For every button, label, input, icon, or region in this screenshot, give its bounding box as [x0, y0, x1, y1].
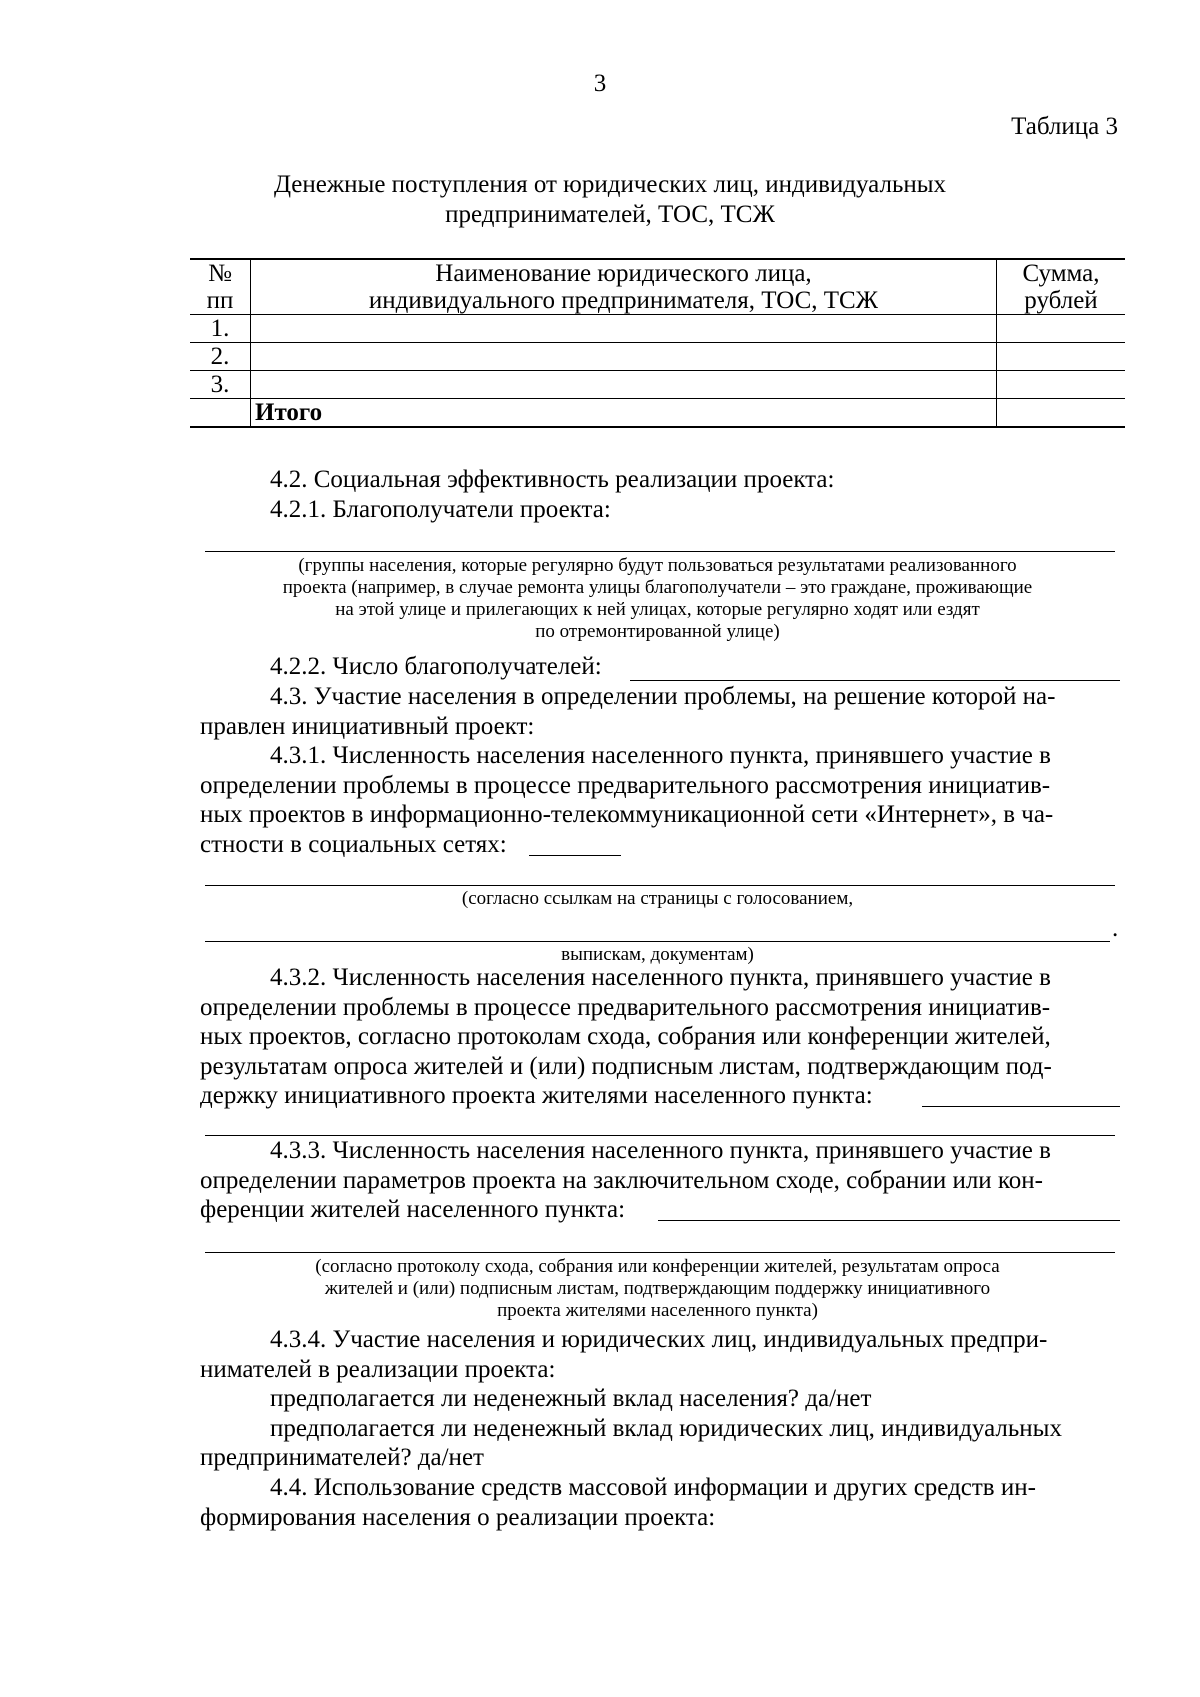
fill-line-internet-count — [529, 855, 621, 856]
table-title-line2: предпринимателей, ТОС, ТСЖ — [445, 201, 775, 228]
row-number: 1. — [190, 315, 251, 343]
table-row — [190, 371, 1125, 399]
row-number: 2. — [190, 343, 251, 371]
fill-line-protocol-count — [922, 1106, 1120, 1107]
row-name-cell — [251, 371, 997, 399]
fill-line-beneficiary-count — [630, 680, 1120, 681]
fill-line-beneficiaries — [205, 551, 1115, 552]
section-4-2-2: 4.2.2. Число благополучателей: — [270, 653, 602, 680]
total-empty-cell — [190, 399, 251, 428]
section-4-3-4: 4.3.4. Участие населения и юридических лиц, индивидуальных предпри- нимателей в реализации проекта: предполагается ли неденежный вклад населения? да/нет предполагается ли неденежный вклад юридических лиц, индивидуальных предпринимателей? да/нет — [200, 1325, 1120, 1473]
row-name-cell — [251, 343, 997, 371]
header-sum: Сумма, рублей — [997, 259, 1126, 315]
section-4-3-1: 4.3.1. Численность населения населенного пункта, принявшего участие в определении проблемы в процессе предварительного рассмотрения инициатив- ных проектов в информационно-телекоммуникационной сети «Интернет», в ча- стности в социальных сетях: — [200, 742, 1054, 858]
note-links-2: выпискам, документам) — [561, 944, 754, 965]
row-sum-cell — [997, 343, 1126, 371]
links-line-period: . — [1112, 915, 1119, 942]
note-links-1: (согласно ссылкам на страницы с голосованием, — [461, 888, 854, 909]
note-protocol: (согласно протоколу схода, собрания или конференции жителей, результатам опроса жителей и (или) подписным листам, подтверждающим поддержку инициативного проекта жителями населенного пункта) — [315, 1256, 1000, 1321]
header-name: Наименование юридического лица, индивидуального предпринимателя, ТОС, ТСЖ — [251, 259, 997, 315]
row-number: 3. — [190, 371, 251, 399]
header-number: № пп — [190, 259, 251, 315]
table-row — [190, 315, 1125, 343]
note-beneficiaries: (группы населения, которые регулярно будут пользоваться результатами реализованного проекта (например, в случае ремонта улицы благополучатели – это граждане, проживающие на этой улице и прилегающих к ней улицах, которые регулярно ходят или ездят по отремонтированной улице) — [282, 555, 1033, 642]
total-label: Итого — [251, 399, 997, 428]
total-sum-cell — [997, 399, 1126, 428]
row-sum-cell — [997, 371, 1126, 399]
row-sum-cell — [997, 315, 1126, 343]
fill-line-links-1 — [205, 885, 1115, 886]
page-number: 3 — [593, 70, 607, 97]
fill-line-final-meeting-extra — [205, 1252, 1115, 1253]
table-header-row — [190, 259, 1125, 315]
table-total-row — [190, 399, 1125, 428]
table-title — [200, 170, 1020, 230]
funding-table — [190, 258, 1125, 428]
table-title-line1: Денежные поступления от юридических лиц, индивидуальных — [273, 171, 947, 198]
section-4-3: 4.3. Участие населения в определении проблемы, на решение которой на- правлен инициативный проект: — [200, 683, 1056, 740]
section-4-3-2: 4.3.2. Численность населения населенного пункта, принявшего участие в определении проблемы в процессе предварительного рассмотрения инициатив- ных проектов, согласно протоколам схода, собрания или конференции жителей, результатам опроса жителей и (или) подписным листам, подтверждающим под- держку инициативного проекта жителями населенного пункта: — [200, 964, 1052, 1109]
section-4-2: 4.2. Социальная эффективность реализации проекта: — [270, 466, 835, 493]
fill-line-links-2 — [205, 941, 1110, 942]
section-4-2-1: 4.2.1. Благополучатели проекта: — [270, 496, 611, 523]
section-4-3-3: 4.3.3. Численность населения населенного пункта, принявшего участие в определении параметров проекта на заключительном сходе, собрании или кон- ференции жителей населенного пункта: — [200, 1137, 1051, 1223]
section-4-4: 4.4. Использование средств массовой информации и других средств ин- формирования населения о реализации проекта: — [200, 1474, 1036, 1531]
table-row — [190, 343, 1125, 371]
question-business-contribution: предполагается ли неденежный вклад юридических лиц, индивидуальных — [270, 1414, 1062, 1442]
question-population-contribution: предполагается ли неденежный вклад населения? да/нет — [270, 1385, 872, 1412]
fill-line-final-meeting-count — [658, 1220, 1120, 1221]
row-name-cell — [251, 315, 997, 343]
table-label: Таблица 3 — [1011, 113, 1118, 140]
